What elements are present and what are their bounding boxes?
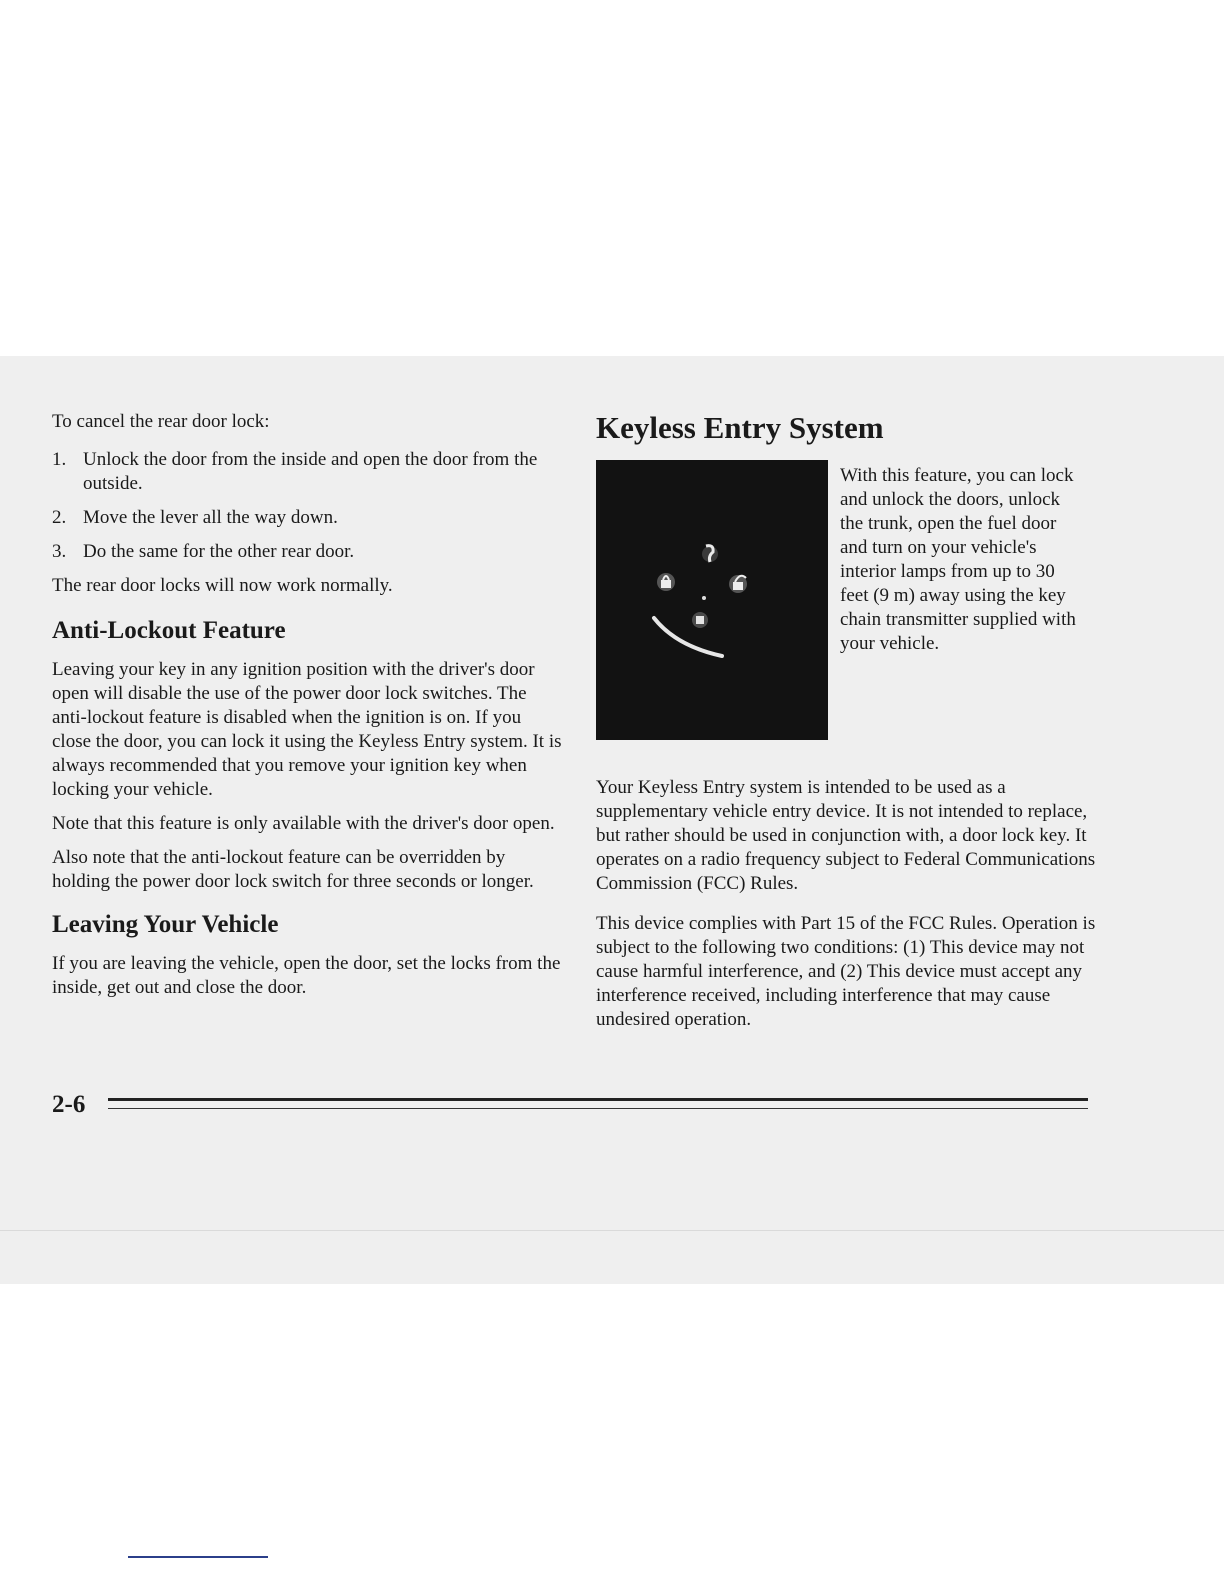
key-fob-transmitter-image [596, 460, 828, 740]
keyless-entry-heading: Keyless Entry System [596, 410, 884, 445]
fcc-compliance-paragraph: This device complies with Part 15 of the FCC Rules. Operation is subject to the following two conditions: (1) This device may not cause harmful interference, and (2) This device must accept any interference received, including interference that may cause undesired operation. [596, 913, 1096, 1030]
unlock-button-icon [729, 575, 747, 593]
left-column [52, 410, 562, 1000]
page-number: 2-6 [52, 1091, 86, 1118]
footer-rule-thick [108, 1098, 1088, 1101]
bottom-underline [128, 1556, 268, 1558]
rear-locks-normal-note: The rear door locks will now work normally. [52, 575, 393, 596]
lock-button-icon [657, 573, 675, 591]
anti-lockout-paragraph-3: Also note that the anti-lockout feature can be overridden by holding the power door lock switch for three seconds or longer. [52, 847, 534, 892]
keyless-feature-description: With this feature, you can lock and unlock the doors, unlock the trunk, open the fuel door and turn on your vehicle's interior lamps from up to 30 feet (9 m) away using the key chain transmitter supplied with your vehicle. [840, 465, 1076, 654]
step-text: Move the lever all the way down. [83, 507, 338, 528]
list-item [52, 448, 562, 496]
step-text: Unlock the door from the inside and open the door from the outside. [83, 449, 538, 494]
anti-lockout-paragraph-2: Note that this feature is only available with the driver's door open. [52, 813, 555, 834]
list-item [52, 506, 562, 530]
cancel-steps-list [52, 448, 562, 564]
list-item [52, 540, 562, 564]
step-text: Do the same for the other rear door. [83, 541, 355, 562]
key-fob-illustration [596, 460, 828, 740]
page-footer [52, 1090, 1092, 1120]
interior-lamp-button-icon [692, 612, 708, 628]
anti-lockout-heading: Anti-Lockout Feature [52, 617, 286, 644]
right-column [596, 410, 1106, 1032]
leaving-vehicle-paragraph: If you are leaving the vehicle, open the door, set the locks from the inside, get out and close the door. [52, 953, 561, 998]
footer-double-rule [108, 1098, 1088, 1111]
step-number: 1. [52, 449, 67, 470]
anti-lockout-paragraph-1: Leaving your key in any ignition position with the driver's door open will disable the use of the power door lock switches. The anti-lockout feature is disabled when the ignition is on. If you close the door, you can lock it using the Keyless Entry system. It is always recommended that you remove your ignition key when locking your vehicle. [52, 659, 562, 800]
step-number: 2. [52, 507, 67, 528]
step-number: 3. [52, 541, 67, 562]
keyless-figure-row [596, 460, 1106, 750]
cancel-rear-lock-intro: To cancel the rear door lock: [52, 411, 270, 432]
scan-band-edge [0, 1230, 1224, 1231]
keyless-supplementary-paragraph: Your Keyless Entry system is intended to be used as a supplementary vehicle entry device. It is not intended to replace, but rather should be used in conjunction with, a door lock key. It operates on a radio frequency subject to Federal Communications Commission (FCC) Rules. [596, 777, 1096, 894]
leaving-vehicle-heading: Leaving Your Vehicle [52, 911, 279, 938]
footer-rule-thin [108, 1108, 1088, 1109]
